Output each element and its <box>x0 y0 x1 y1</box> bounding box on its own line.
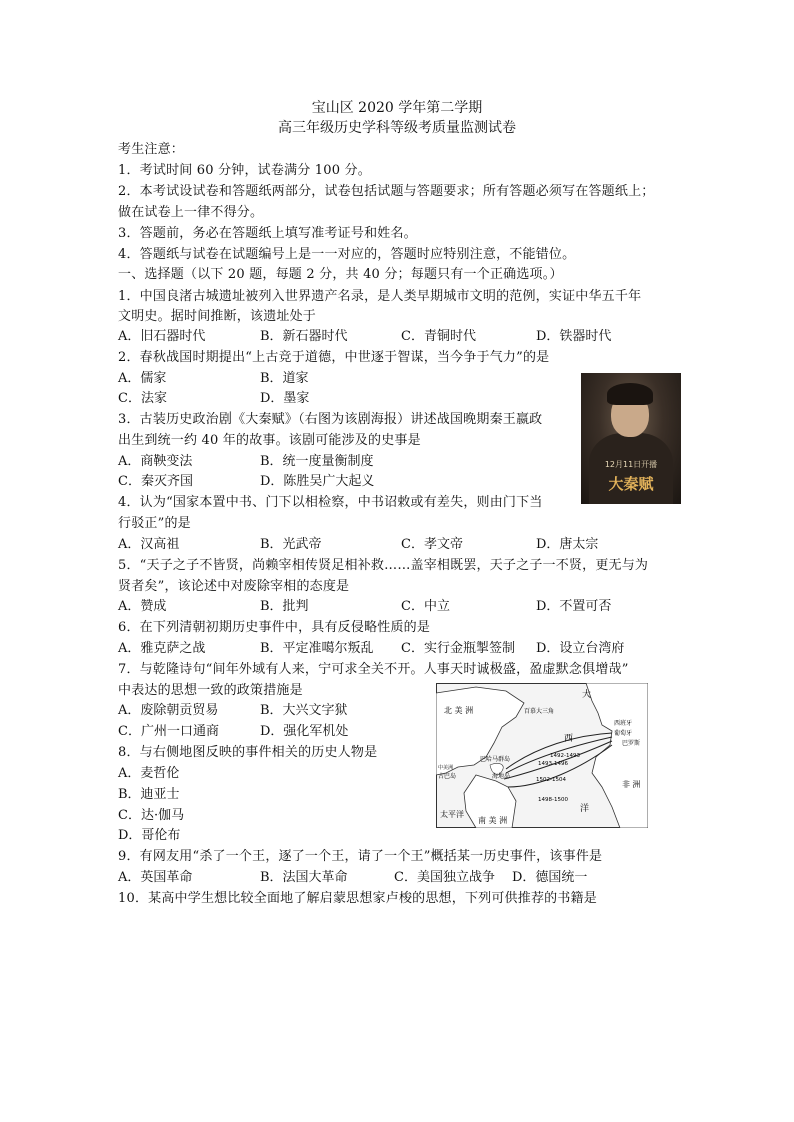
route-label-2: 1493-1496 <box>538 761 568 767</box>
question-1-text: 1．中国良渚古城遗址被列入世界遗产名录，是人类早期城市文明的范例，实证中华五千年 <box>118 289 642 304</box>
question-1-option-d: D．铁器时代 <box>536 329 612 344</box>
question-1-text: 文明史。据时间推断，该遗址处于 <box>118 309 317 324</box>
question-7-option-d: D．强化军机处 <box>260 724 349 739</box>
question-4-option-c: C．孝文帝 <box>401 537 463 552</box>
question-4-text: 4．认为“国家本置中书、门下以相检察，中书诏敕或有差失，则由门下当 <box>118 495 543 510</box>
question-5-option-b: B．批判 <box>260 599 309 614</box>
question-3-option-a: A．商鞅变法 <box>118 454 193 469</box>
question-5-text: 贤者矣”，该论述中对废除宰相的态度是 <box>118 579 350 594</box>
question-7-option-b: B．大兴文字狱 <box>260 703 348 718</box>
map-label-portugal: 葡萄牙 <box>614 730 633 737</box>
drama-poster-image <box>581 373 681 504</box>
question-9-option-a: A．英国革命 <box>118 870 193 885</box>
question-4-option-b: B．光武帝 <box>260 537 322 552</box>
route-label-3: 1502-1504 <box>536 777 566 783</box>
question-8-option-c: C．达·伽马 <box>118 808 185 823</box>
question-3-option-b: B．统一度量衡制度 <box>260 454 374 469</box>
question-9-option-b: B．法国大革命 <box>260 870 348 885</box>
map-label-spain: 西班牙 <box>614 720 633 727</box>
exam-title-line1: 宝山区 2020 学年第二学期 <box>311 100 483 116</box>
question-5-option-a: A．赞成 <box>118 599 167 614</box>
question-1-option-b: B．新石器时代 <box>260 329 348 344</box>
map-label-bahamas: 巴哈马群岛 <box>480 756 511 763</box>
question-2-text: 2．春秋战国时期提出“上古竞于道德，中世逐于智谋，当今争于气力”的是 <box>118 350 550 365</box>
map-label-pacific: 太平洋 <box>440 810 464 819</box>
map-label-palos: 巴罗斯 <box>622 740 641 747</box>
question-6-option-d: D．设立台湾府 <box>536 641 625 656</box>
question-5-text: 5．“天子之子不皆贤，尚赖宰相传贤足相补救……盖宰相既罢，天子之子一不贤，更无与为 <box>118 558 649 573</box>
notice-item: 4．答题纸与试卷在试题编号上是一一对应的，答题时应特别注意，不能错位。 <box>118 247 576 262</box>
question-8-text: 8．与右侧地图反映的事件相关的历史人物是 <box>118 745 378 760</box>
map-label-north-america: 北 美 洲 <box>444 706 474 715</box>
map-label-africa: 非 洲 <box>622 780 641 789</box>
route-label-1: 1492-1493 <box>550 753 580 759</box>
question-2-option-a: A．儒家 <box>118 371 167 386</box>
question-4-text: 行驳正”的是 <box>118 516 191 531</box>
question-9-option-c: C．美国独立战争 <box>394 870 495 885</box>
question-8-option-b: B．迪亚士 <box>118 787 180 802</box>
question-6-option-c: C．实行金瓶掣签制 <box>401 641 515 656</box>
question-3-option-d: D．陈胜吴广大起义 <box>260 474 375 489</box>
question-5-option-d: D．不置可否 <box>536 599 612 614</box>
notice-item: 做在试卷上一律不得分。 <box>118 205 264 220</box>
poster-date: 12月11日开播 <box>604 460 658 469</box>
map-label-central-america: 中美洲 <box>438 765 454 771</box>
question-6-option-a: A．雅克萨之战 <box>118 641 206 656</box>
question-2-option-b: B．道家 <box>260 371 309 386</box>
map-label-atlantic-ocean: 洋 <box>580 804 590 814</box>
map-label-south-america: 南 美 洲 <box>478 816 508 825</box>
poster-figure-hair <box>607 383 653 405</box>
question-7-text: 7．与乾隆诗句“间年外域有人来，宁可求全关不开。人事天时诚极盛，盈虚默念俱增哉” <box>118 662 629 677</box>
question-6-text: 6．在下列清朝初期历史事件中，具有反侵略性质的是 <box>118 620 431 635</box>
question-4-option-d: D．唐太宗 <box>536 537 599 552</box>
question-1-option-c: C．青铜时代 <box>401 329 476 344</box>
question-3-text: 出生到统一约 40 年的故事。该剧可能涉及的史事是 <box>118 433 421 448</box>
question-7-text: 中表达的思想一致的政策措施是 <box>118 683 303 698</box>
notice-heading: 考生注意： <box>118 142 185 157</box>
map-label-atlantic-west: 西 <box>564 734 574 744</box>
question-8-option-d: D．哥伦布 <box>118 828 181 843</box>
map-label-bermuda: 百慕大三角 <box>524 708 555 715</box>
question-10-text: 10．某高中学生想比较全面地了解启蒙思想家卢梭的思想，下列可供推荐的书籍是 <box>118 891 597 906</box>
question-2-option-c: C．法家 <box>118 391 167 406</box>
question-9-text: 9．有网友用“杀了一个王，逐了一个王，请了一个王”概括某一历史事件，该事件是 <box>118 849 603 864</box>
question-4-option-a: A．汉高祖 <box>118 537 180 552</box>
map-label-haiti: 海地岛 <box>492 773 511 780</box>
route-label-4: 1498-1500 <box>538 797 568 803</box>
question-9-option-d: D．德国统一 <box>512 870 588 885</box>
map-label-atlantic-big: 大 <box>582 690 592 700</box>
question-3-text: 3．古装历史政治剧《大秦赋》（右图为该剧海报）讲述战国晚期秦王嬴政 <box>118 412 543 427</box>
question-2-option-d: D．墨家 <box>260 391 310 406</box>
section-heading: 一、选择题（以下 20 题，每题 2 分，共 40 分；每题只有一个正确选项。） <box>118 267 563 282</box>
question-6-option-b: B．平定准噶尔叛乱 <box>260 641 374 656</box>
notice-item: 3．答题前，务必在答题纸上填写准考证号和姓名。 <box>118 226 417 241</box>
poster-title: 大秦赋 <box>608 475 654 493</box>
question-5-option-c: C．中立 <box>401 599 450 614</box>
voyage-map <box>436 683 648 828</box>
exam-title-line2: 高三年级历史学科等级考质量监测试卷 <box>278 120 516 136</box>
question-1-option-a: A．旧石器时代 <box>118 329 206 344</box>
question-7-option-a: A．废除朝贡贸易 <box>118 703 219 718</box>
notice-item: 2．本考试设试卷和答题纸两部分，试卷包括试题与答题要求；所有答题必须写在答题纸上； <box>118 184 655 199</box>
map-label-cuba: 古巴岛 <box>438 773 457 780</box>
question-7-option-c: C．广州一口通商 <box>118 724 219 739</box>
notice-item: 1．考试时间 60 分钟，试卷满分 100 分。 <box>118 163 371 178</box>
question-3-option-c: C．秦灭齐国 <box>118 474 193 489</box>
question-8-option-a: A．麦哲伦 <box>118 766 180 781</box>
